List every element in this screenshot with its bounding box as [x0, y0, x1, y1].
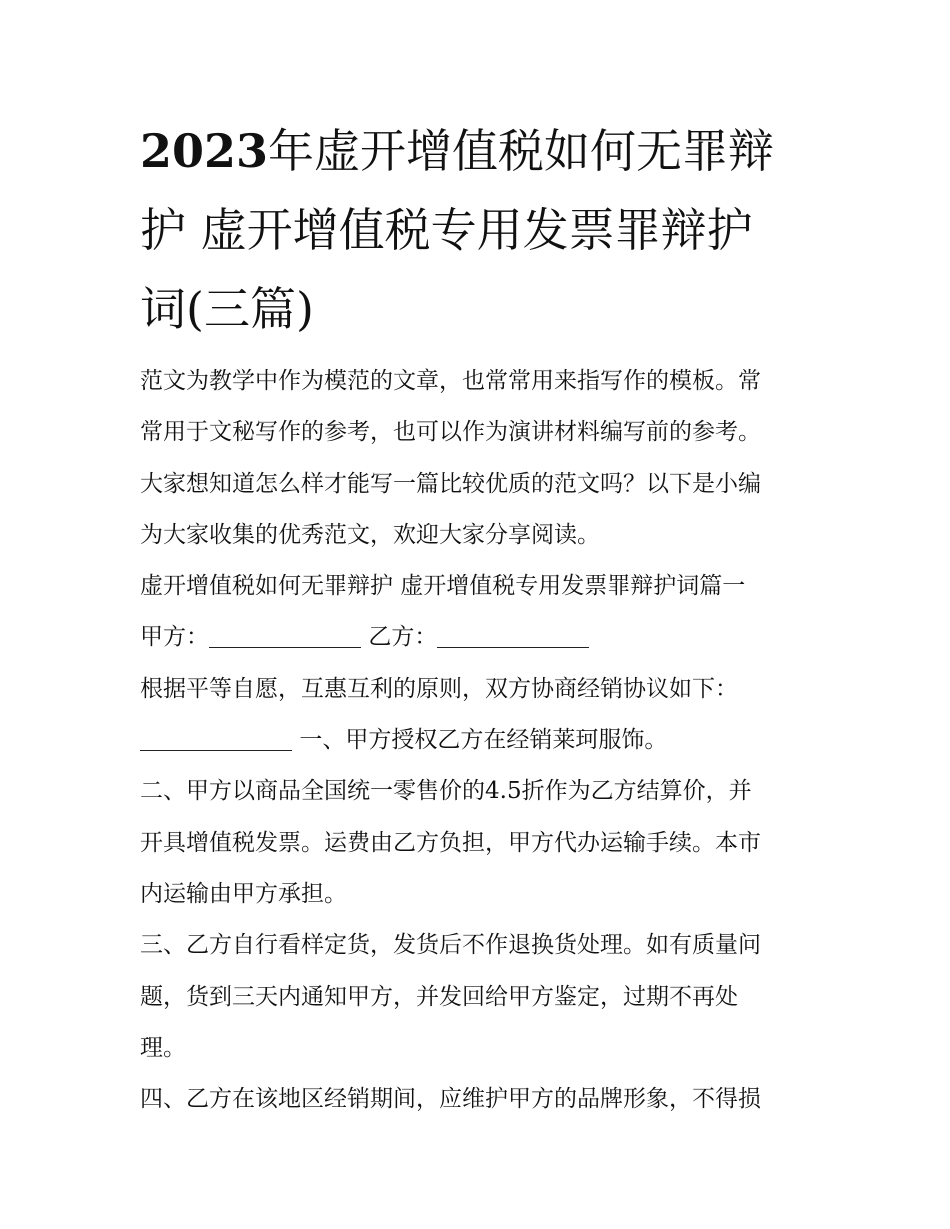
clause-line-6: 理。	[140, 1034, 186, 1061]
party-b-label: 乙方：	[368, 624, 438, 651]
clause-line-3: 内运输由甲方承担。	[140, 880, 347, 907]
clause-1-line	[140, 715, 820, 766]
clause-line-2: 开具增值税发票。运费由乙方负担，甲方代办运输手续。本市	[140, 829, 761, 856]
title-year: 2023	[140, 124, 269, 178]
title-line-2: 护 虚开增值税专用发票罪辩护	[140, 203, 753, 257]
clause-1-text: 一、甲方授权乙方在经销莱珂服饰。	[299, 727, 668, 754]
intro-line-1: 范文为教学中作为模范的文章，也常常用来指写作的模板。常	[140, 368, 761, 394]
intro-line-2: 常用于文秘写作的参考，也可以作为演讲材料编写前的参考。	[140, 419, 761, 446]
title-line-3: 词(三篇)	[140, 282, 314, 336]
clause-1-blank	[140, 730, 292, 751]
agreement-intro: 根据平等自愿，互惠互利的原则，双方协商经销协议如下：	[140, 675, 738, 702]
document-title	[140, 112, 820, 349]
clause-line-7: 四、乙方在该地区经销期间，应维护甲方的品牌形象，不得损	[140, 1086, 761, 1113]
intro-line-3: 大家想知道怎么样才能写一篇比较优质的范文吗？以下是小编	[140, 470, 761, 497]
parties-line	[140, 612, 820, 663]
intro-line-4: 为大家收集的优秀范文，欢迎大家分享阅读。	[140, 521, 600, 548]
clause-line-4: 三、乙方自行看样定货，发货后不作退换货处理。如有质量问	[140, 932, 761, 959]
party-a-blank	[209, 627, 361, 648]
party-b-blank	[437, 627, 589, 648]
clause-line-1: 二、甲方以商品全国统一零售价的4.5折作为乙方结算价，并	[140, 778, 752, 805]
section-heading: 虚开增值税如何无罪辩护 虚开增值税专用发票罪辩护词篇一	[140, 573, 746, 600]
title-line-1: 年虚开增值税如何无罪辩	[268, 124, 775, 178]
party-a-label: 甲方：	[140, 624, 209, 651]
clause-line-5: 题，货到三天内通知甲方，并发回给甲方鉴定，过期不再处	[140, 983, 738, 1010]
document-body	[140, 356, 820, 1125]
